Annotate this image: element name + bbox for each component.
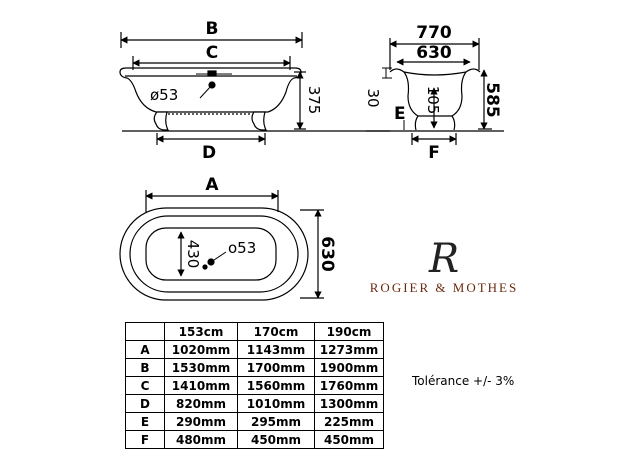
table-row-label: E (126, 413, 165, 431)
top-view (120, 190, 324, 300)
table-cell: 480mm (165, 431, 238, 449)
table-cell: 1700mm (238, 359, 315, 377)
table-cell: 1010mm (238, 395, 315, 413)
label-top-630: 630 (317, 236, 337, 272)
label-a: A (205, 175, 219, 195)
label-430: 430 (184, 239, 202, 269)
table-header-cell: 170cm (238, 323, 315, 341)
brand-monogram: R (428, 236, 460, 282)
table-cell: 1300mm (315, 395, 384, 413)
table-row-label: A (126, 341, 165, 359)
label-105: 105 (424, 85, 442, 115)
table-header-cell: 153cm (165, 323, 238, 341)
table-row (126, 341, 384, 359)
dimensions-table (125, 322, 384, 449)
side-foot-left (154, 112, 168, 130)
table-cell: 1760mm (315, 377, 384, 395)
top-inner-basin (146, 228, 276, 280)
table-cell: 1900mm (315, 359, 384, 377)
label-end-630: 630 (416, 43, 452, 63)
table-cell: 450mm (315, 431, 384, 449)
label-585: 585 (482, 82, 502, 118)
label-770: 770 (416, 23, 452, 43)
side-foot-right (252, 112, 266, 130)
label-b: B (205, 19, 219, 39)
table-cell: 1410mm (165, 377, 238, 395)
table-cell: 1560mm (238, 377, 315, 395)
table-cell: 1020mm (165, 341, 238, 359)
label-f: F (428, 143, 440, 163)
label-375: 375 (305, 85, 323, 115)
table-header-cell: 190cm (315, 323, 384, 341)
table-cell: 290mm (165, 413, 238, 431)
label-c: C (205, 43, 219, 63)
table-row-label: D (126, 395, 165, 413)
table-row (126, 395, 384, 413)
table-header-row (126, 323, 384, 341)
table-row (126, 377, 384, 395)
table-cell: 820mm (165, 395, 238, 413)
table-row (126, 359, 384, 377)
label-d: D (201, 143, 217, 163)
label-side-drain: ø53 (150, 86, 179, 104)
table-row-label: C (126, 377, 165, 395)
table-row (126, 431, 384, 449)
table-cell: 1273mm (315, 341, 384, 359)
table-cell: 1530mm (165, 359, 238, 377)
tolerance-note: Tolérance +/- 3% (412, 374, 515, 388)
table-row-label: B (126, 359, 165, 377)
table-cell: 450mm (238, 431, 315, 449)
table-cell: 225mm (315, 413, 384, 431)
table-row-label: F (126, 431, 165, 449)
table-cell: 1143mm (238, 341, 315, 359)
label-30: 30 (364, 88, 382, 108)
brand-name: ROGIER & MOTHES (369, 280, 519, 295)
table-cell: 295mm (238, 413, 315, 431)
label-e: E (394, 104, 406, 124)
table-corner-cell (126, 323, 165, 341)
table-row (126, 413, 384, 431)
label-top-drain: o53 (228, 239, 257, 257)
